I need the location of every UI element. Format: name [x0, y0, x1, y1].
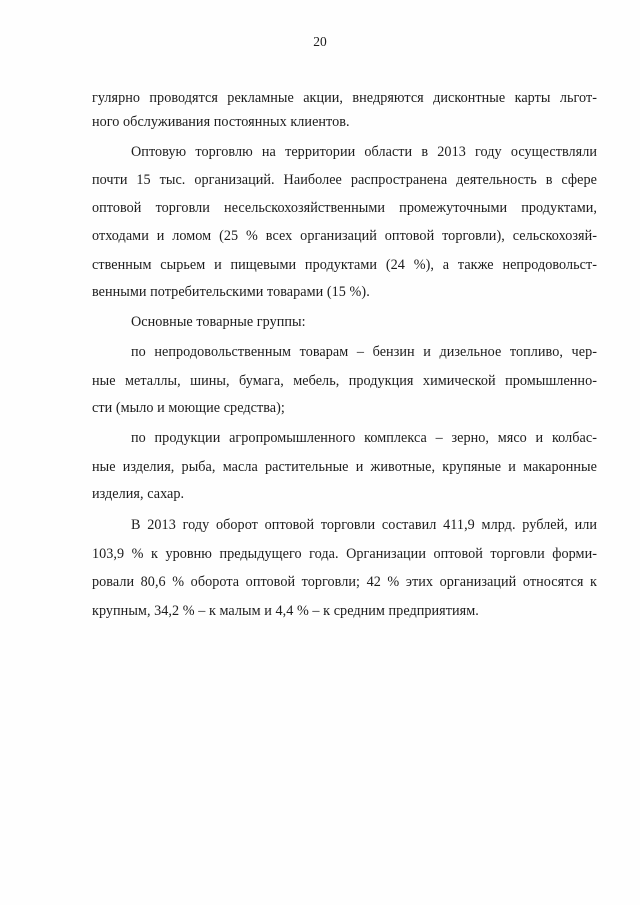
text-line: по непродовольственным товарам – бензин и дизельное топливо, чер- [131, 344, 597, 360]
text-line: 103,9 % к уровню предыдущего года. Организации оптовой торговли форми- [92, 546, 597, 562]
text-line: Основные товарные группы: [131, 314, 306, 330]
text-line: крупным, 34,2 % – к малым и 4,4 % – к средним предприятиям. [92, 603, 479, 619]
text-line: гулярно проводятся рекламные акции, внедряются дисконтные карты льгот- [92, 90, 597, 106]
text-line: отходами и ломом (25 % всех организаций оптовой торговли), сельскохозяй- [92, 228, 597, 244]
text-line: оптовой торговли несельскохозяйственными промежуточными продуктами, [92, 200, 597, 216]
text-line: ные металлы, шины, бумага, мебель, продукция химической промышленно- [92, 373, 597, 389]
text-line: венными потребительскими товарами (15 %). [92, 284, 370, 300]
page-number: 20 [313, 34, 327, 49]
text-line: по продукции агропромышленного комплекса – зерно, мясо и колбас- [131, 430, 597, 446]
text-line: ного обслуживания постоянных клиентов. [92, 114, 350, 130]
text-line: В 2013 году оборот оптовой торговли составил 411,9 млрд. рублей, или [131, 517, 597, 533]
text-line: ровали 80,6 % оборота оптовой торговли; 42 % этих организаций относятся к [92, 574, 597, 590]
text-line: почти 15 тыс. организаций. Наиболее распространена деятельность в сфере [92, 172, 597, 188]
text-line: ные изделия, рыба, масла растительные и животные, крупяные и макаронные [92, 459, 597, 475]
text-line: сти (мыло и моющие средства); [92, 400, 285, 416]
text-line: Оптовую торговлю на территории области в 2013 году осуществляли [131, 144, 597, 160]
text-line: изделия, сахар. [92, 486, 185, 502]
text-line: ственным сырьем и пищевыми продуктами (24 %), а также непродовольст- [92, 257, 597, 273]
